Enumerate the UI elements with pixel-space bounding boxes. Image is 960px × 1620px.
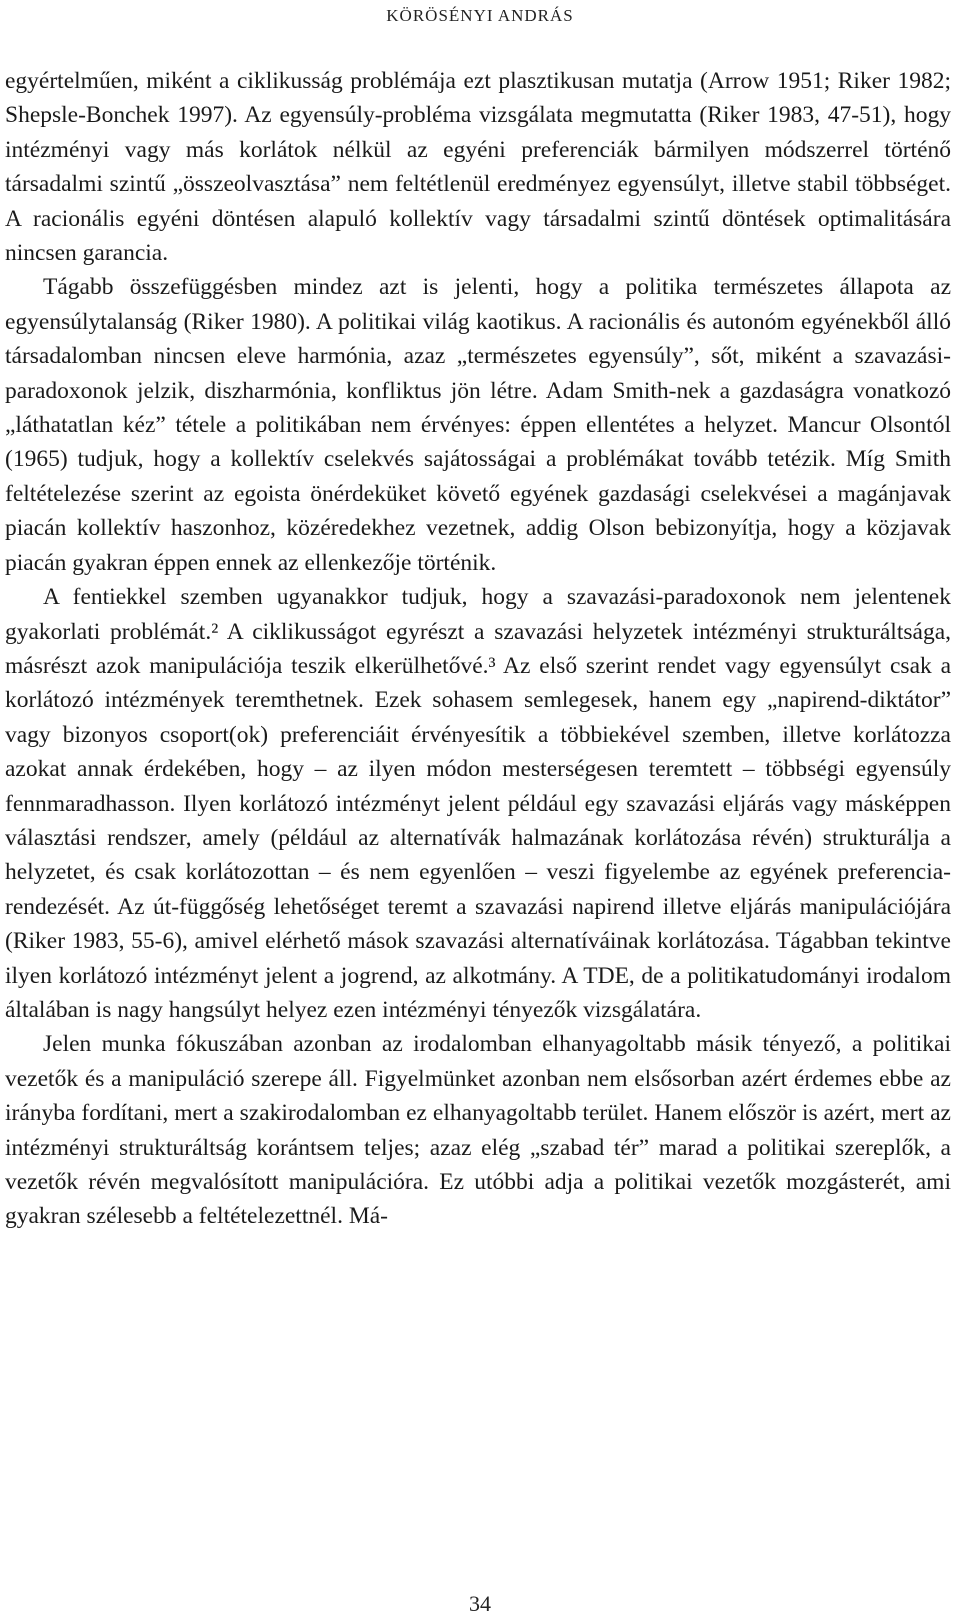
paragraph: egyértelműen, miként a ciklikusság problémája ezt plasztikusan mutatja (Arrow 1951; Riker 1982; Shepsle-Bonchek 1997). Az egyensúly-probléma vizsgálata megmutatta (Riker 1983, 47-51), hogy intézményi vagy más korlátok nélkül az egyéni preferenciák bármilyen módszerrel történő társadalmi szintű „összeolvasztása” nem feltétlenül eredményez egyensúlyt, illetve stabil többséget. A racionális egyéni döntésen alapuló kollektív vagy társadalmi szintű döntések optimalitására nincsen garancia. — [5, 68, 951, 267]
paragraph: Tágabb összefüggésben mindez azt is jelenti, hogy a politika természetes állapota az egyensúlytalanság (Riker 1980). A politikai világ kaotikus. A racionális és autonóm egyénekből álló társadalomban nincsen eleve harmónia, azaz „természetes egyensúly”, sőt, miként a szavazási-paradoxonok jelzik, diszharmónia, konfliktus jön létre. Adam Smith-nek a gazdaságra vonatkozó „láthatatlan kéz” tétele a politikában nem érvényes: éppen ellentétes a helyzet. Mancur Olsontól (1965) tudjuk, hogy a kollektív cselekvés sajátosságai a problémákat tovább tetézik. Míg Smith feltételezése szerint az egoista önérdeküket követő egyének gazdasági cselekvései a magánjavak piacán kollektív haszonhoz, közéredekhez vezetnek, addig Olson bebizonyítja, hogy a közjavak piacán gyakran éppen ennek az ellenkezője történik. — [5, 274, 951, 576]
paragraph: Jelen munka fókuszában azonban az irodalomban elhanyagoltabb másik tényező, a politikai vezetők és a manipuláció szerepe áll. Figyelmünket azonban nem elsősorban azért érdemes ebbe az irányba fordítani, mert a szakirodalomban ez elhanyagoltabb terület. Hanem először is azért, mert az intézményi strukturáltság korántsem teljes; azaz elég „szabad tér” marad a politikai szereplők, a vezetők révén megvalósított manipulációra. Ez utóbbi adja a politikai vezetők mozgásterét, ami gyakran szélesebb a feltételezettnél. Má- — [5, 1031, 951, 1230]
body-text — [5, 64, 951, 1234]
page-number: 34 — [469, 1591, 491, 1616]
running-head: KÖRÖSÉNYI ANDRÁS — [386, 6, 574, 25]
paragraph: A fentiekkel szemben ugyanakkor tudjuk, hogy a szavazási-paradoxonok nem jelentenek gyakorlati problémát.² A ciklikusságot egyrészt a szavazási helyzetek intézményi strukturáltsága, másrészt azok manipulációja teszik elkerülhetővé.³ Az első szerint rendet vagy egyensúlyt csak a korlátozó intézmények teremthetnek. Ezek sohasem semlegesek, hanem egy „napirend-diktátor” vagy bizonyos csoport(ok) preferenciáit érvényesítik a többiekével szemben, illetve korlátozza azokat annak érdekében, hogy – az ilyen módon mesterségesen teremtett – többségi egyensúly fennmaradhasson. Ilyen korlátozó intézményt jelent például egy szavazási eljárás vagy másképpen választási rendszer, amely (például az alternatívák halmazának korlátozása révén) strukturálja a helyzetet, és csak korlátozottan – és nem egyenlően – veszi figyelembe az egyének preferencia-rendezését. Az út-függőség lehetőséget teremt a szavazási napirend illetve eljárás manipulációjára (Riker 1983, 55-6), amivel elérhető mások szavazási alternatíváinak korlátozása. Tágabban tekintve ilyen korlátozó intézményt jelent a jogrend, az alkotmány. A TDE, de a politikatudományi irodalom általában is nagy hangsúlyt helyez ezen intézményi tényezők vizsgálatára. — [5, 584, 951, 1023]
